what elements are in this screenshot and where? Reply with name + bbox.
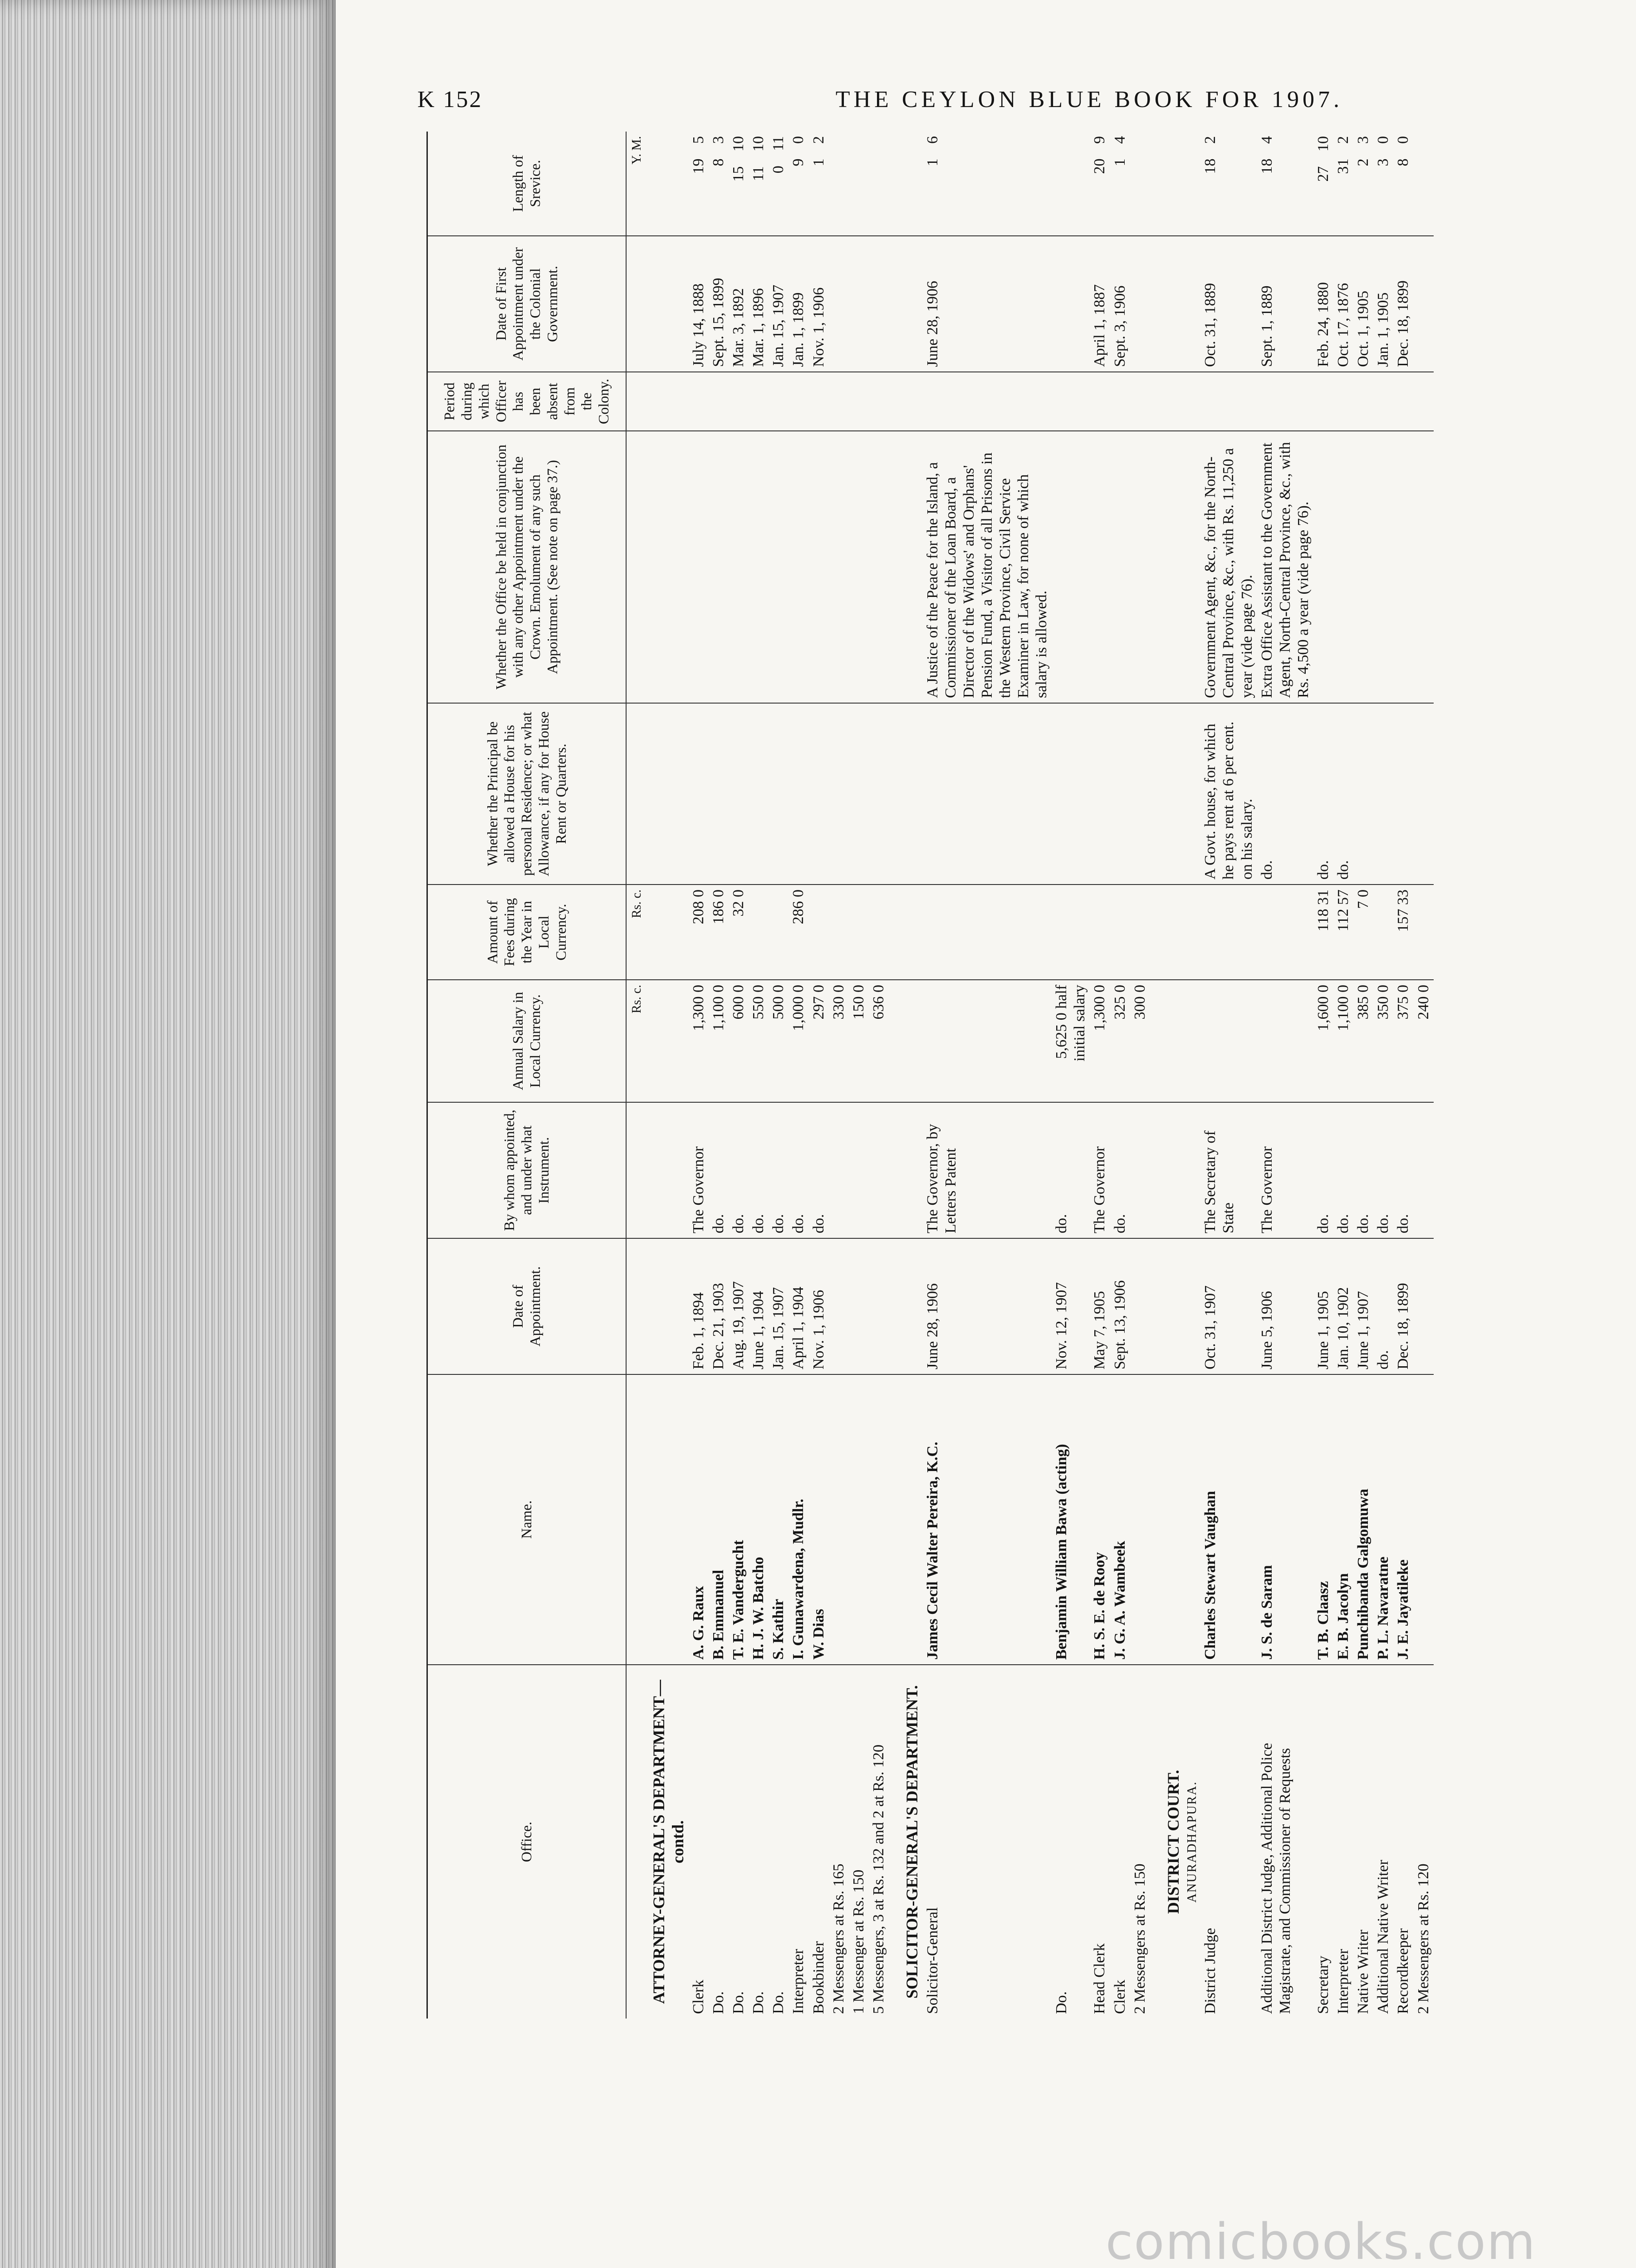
length-cell: 3 0 — [1373, 132, 1393, 236]
col-name: Name. — [428, 1374, 626, 1665]
fees-cell — [769, 885, 789, 980]
length-cell: 18 4 — [1257, 132, 1313, 236]
fees-cell: 286 0 — [789, 885, 808, 980]
name-cell: Benjamin William Bawa (acting) — [1052, 1374, 1090, 1665]
by-whom-cell: do. — [1333, 1102, 1353, 1238]
office-cell: Interpreter — [1335, 1949, 1352, 2014]
table-row — [1373, 132, 1393, 2019]
name-cell: J. G. A. Wambeek — [1110, 1374, 1130, 1665]
date-cell: June 1, 1907 — [1353, 1238, 1373, 1374]
section-anuradhapura: ANURADHAPURA. — [1185, 1781, 1200, 1903]
length-cell: 31 2 — [1333, 132, 1353, 236]
office-cell: 2 Messengers at Rs. 120 — [1415, 1863, 1432, 2014]
by-whom-cell: do. — [1373, 1102, 1393, 1238]
name-cell: I. Gunawardena, Mudlr. — [789, 1374, 808, 1665]
salary-cell: 1,300 0 — [689, 980, 709, 1102]
office-cell: Recordkeeper — [1395, 1928, 1412, 2014]
by-whom-cell: The Governor, by Letters Patent — [923, 1102, 1052, 1238]
first-appointment-cell: Dec. 18, 1899 — [1393, 236, 1413, 372]
office-cell: 2 Messengers at Rs. 150 — [1131, 1863, 1148, 2014]
date-cell: Dec. 18, 1899 — [1393, 1238, 1413, 1374]
length-cell: 1 4 — [1110, 132, 1130, 236]
table-row — [869, 132, 889, 2019]
col-period: Period during which Officer has been absent from the Colony. — [428, 372, 626, 431]
by-whom-cell: do. — [1110, 1102, 1130, 1238]
section-solicitor: SOLICITOR-GENERAL'S DEPARTMENT. — [903, 1685, 921, 1999]
office-cell: 5 Messengers, 3 at Rs. 132 and 2 at Rs. 120 — [870, 1744, 887, 2014]
office-cell: Do. — [710, 1991, 727, 2014]
length-cell: 27 10 — [1313, 132, 1333, 236]
first-appointment-cell: Oct. 1, 1905 — [1353, 236, 1373, 372]
name-cell: W. Dias — [809, 1374, 829, 1665]
unit-salary: Rs. c. — [626, 980, 648, 1102]
house-cell: A Govt. house, for which he pays rent at 6 per cent. on his salary. — [1200, 703, 1257, 885]
emolument-cell: A Justice of the Peace for the Island, a Commissioner of the Loan Board, a Director of the Widows' and Orphans' Pension Fund, a Visitor of all Prisons in the Western Province, Civil Service Examiner in Law, for none of which salary is allowed. — [923, 431, 1052, 703]
fees-cell — [809, 885, 829, 980]
salary-cell: 150 0 — [849, 980, 869, 1102]
by-whom-cell: do. — [809, 1102, 829, 1238]
first-appointment-cell: July 14, 1888 — [689, 236, 709, 372]
salary-cell: 385 0 — [1353, 980, 1373, 1102]
office-cell: Interpreter — [790, 1949, 807, 2014]
house-cell: do. — [1313, 703, 1333, 885]
first-appointment-cell: Nov. 1, 1906 — [809, 236, 829, 372]
col-salary: Annual Salary in Local Currency. — [428, 980, 626, 1102]
name-cell: H. J. W. Batcho — [749, 1374, 769, 1665]
table-row — [829, 132, 849, 2019]
salary-cell: 550 0 — [749, 980, 769, 1102]
length-cell: 11 10 — [749, 132, 769, 236]
salary-cell: 636 0 — [869, 980, 889, 1102]
length-cell: 19 5 — [689, 132, 709, 236]
name-cell: S. Kathir — [769, 1374, 789, 1665]
book-title: THE CEYLON BLUE BOOK FOR 1907. — [835, 87, 1343, 112]
salary-cell: 375 0 — [1393, 980, 1413, 1102]
col-fees: Amount of Fees during the Year in Local Currency. — [428, 885, 626, 980]
salary-cell: 325 0 — [1110, 980, 1130, 1102]
by-whom-cell: do. — [769, 1102, 789, 1238]
date-cell: June 28, 1906 — [923, 1238, 1052, 1374]
section-row — [648, 132, 689, 2019]
salary-cell: 1,100 0 — [1333, 980, 1353, 1102]
salary-cell: 1,000 0 — [789, 980, 808, 1102]
table-row — [729, 132, 749, 2019]
page-header — [417, 86, 1343, 122]
first-appointment-cell: Jan. 1, 1905 — [1373, 236, 1393, 372]
units-row — [626, 132, 648, 2019]
date-cell: Nov. 12, 1907 — [1052, 1238, 1090, 1374]
by-whom-cell: do. — [1393, 1102, 1413, 1238]
date-cell: Nov. 1, 1906 — [809, 1238, 829, 1374]
book-page-edge — [0, 0, 336, 2268]
office-cell: Do. — [730, 1991, 747, 2014]
table-row — [1257, 132, 1313, 2019]
first-appointment-cell: Feb. 24, 1880 — [1313, 236, 1333, 372]
office-cell: Clerk — [690, 1980, 707, 2014]
table-row — [1130, 132, 1150, 2019]
table-row — [769, 132, 789, 2019]
date-cell: June 5, 1906 — [1257, 1238, 1313, 1374]
by-whom-cell: do. — [1052, 1102, 1090, 1238]
length-cell: 2 3 — [1353, 132, 1373, 236]
name-cell: H. S. E. de Rooy — [1090, 1374, 1110, 1665]
col-house: Whether the Principal be allowed a House for his personal Residence; or what Allowance, if any for House Rent or Quarters. — [428, 703, 626, 885]
length-cell: 9 0 — [789, 132, 808, 236]
date-cell: Jan. 10, 1902 — [1333, 1238, 1353, 1374]
office-cell: Additional District Judge, Additional Police Magistrate, and Commissioner of Requests — [1258, 1743, 1293, 2014]
name-cell: T. B. Claasz — [1313, 1374, 1333, 1665]
office-cell: 2 Messengers at Rs. 165 — [830, 1863, 847, 2014]
unit-length: Y. M. — [626, 132, 648, 236]
length-cell: 0 11 — [769, 132, 789, 236]
first-appointment-cell: Oct. 31, 1889 — [1200, 236, 1257, 372]
office-cell: District Judge — [1202, 1928, 1219, 2014]
first-appointment-cell: Sept. 1, 1889 — [1257, 236, 1313, 372]
length-cell: 15 10 — [729, 132, 749, 236]
salary-cell: 300 0 — [1130, 980, 1150, 1102]
by-whom-cell: The Secretary of State — [1200, 1102, 1257, 1238]
date-cell: Aug. 19, 1907 — [729, 1238, 749, 1374]
office-cell: Additional Native Writer — [1375, 1860, 1392, 2014]
length-cell: 1 6 — [923, 132, 1052, 236]
salary-cell: 1,100 0 — [709, 980, 729, 1102]
date-cell: April 1, 1904 — [789, 1238, 808, 1374]
col-date: Date of Appointment. — [428, 1238, 626, 1374]
salary-cell: 1,300 0 — [1090, 980, 1110, 1102]
col-first-appointment: Date of First Appointment under the Colonial Government. — [428, 236, 626, 372]
salary-cell: 1,600 0 — [1313, 980, 1333, 1102]
table-row — [789, 132, 808, 2019]
header-row — [428, 132, 626, 2019]
by-whom-cell: do. — [1353, 1102, 1373, 1238]
first-appointment-cell: Jan. 15, 1907 — [769, 236, 789, 372]
salary-cell: 600 0 — [729, 980, 749, 1102]
length-cell: 8 0 — [1393, 132, 1413, 236]
fees-cell — [1373, 885, 1393, 980]
fees-cell: 32 0 — [729, 885, 749, 980]
table-row — [1090, 132, 1110, 2019]
by-whom-cell: do. — [789, 1102, 808, 1238]
table-row — [1110, 132, 1130, 2019]
first-appointment-cell: Jan. 1, 1899 — [789, 236, 808, 372]
watermark-text: comicbooks.com — [1105, 2213, 1536, 2268]
col-length: Length of Srevice. — [428, 132, 626, 236]
appointments-table — [428, 132, 1434, 2019]
table-row — [1393, 132, 1413, 2019]
name-cell: Charles Stewart Vaughan — [1200, 1374, 1257, 1665]
date-cell: Jan. 15, 1907 — [769, 1238, 789, 1374]
office-cell: Do. — [750, 1991, 767, 2014]
name-cell: J. E. Jayatileke — [1393, 1374, 1413, 1665]
office-cell: 1 Messenger at Rs. 150 — [850, 1869, 867, 2014]
length-cell: 1 2 — [809, 132, 829, 236]
by-whom-cell: The Governor — [689, 1102, 709, 1238]
length-cell: 8 3 — [709, 132, 729, 236]
office-cell: Native Writer — [1355, 1930, 1372, 2014]
salary-cell: 330 0 — [829, 980, 849, 1102]
office-cell: Bookbinder — [810, 1941, 827, 2014]
office-cell: Clerk — [1111, 1980, 1128, 2014]
date-cell: do. — [1373, 1238, 1393, 1374]
table-row — [1313, 132, 1333, 2019]
salary-cell: 350 0 — [1373, 980, 1393, 1102]
name-cell: James Cecil Walter Pereira, K.C. — [923, 1374, 1052, 1665]
fees-cell: 118 31 — [1313, 885, 1333, 980]
col-by-whom: By whom appointed, and under what Instrument. — [428, 1102, 626, 1238]
emolument-cell: Government Agent, &c., for the North-Central Province, &c., with Rs. 11,250 a year (vide page 76). — [1200, 431, 1257, 703]
office-cell: Solicitor-General — [924, 1907, 941, 2014]
table-row — [689, 132, 709, 2019]
first-appointment-cell: Mar. 1, 1896 — [749, 236, 769, 372]
office-cell: Secretary — [1314, 1955, 1332, 2014]
col-emolument: Whether the Office be held in conjunction with any other Appointment under the Crown. Emolument of any such Appointment. (See note on page 37.) — [428, 431, 626, 703]
salary-cell: 297 0 — [809, 980, 829, 1102]
date-cell: June 1, 1904 — [749, 1238, 769, 1374]
date-cell: Dec. 21, 1903 — [709, 1238, 729, 1374]
fees-cell: 7 0 — [1353, 885, 1373, 980]
table-row — [809, 132, 829, 2019]
section-row — [1184, 132, 1200, 2019]
office-cell: Do. — [1053, 1991, 1070, 2014]
table-row — [849, 132, 869, 2019]
first-appointment-cell: Oct. 17, 1876 — [1333, 236, 1353, 372]
date-cell: June 1, 1905 — [1313, 1238, 1333, 1374]
name-cell: Punchibanda Galgomuwa — [1353, 1374, 1373, 1665]
by-whom-cell: The Governor — [1257, 1102, 1313, 1238]
first-appointment-cell: Sept. 15, 1899 — [709, 236, 729, 372]
fees-cell: 186 0 — [709, 885, 729, 980]
page-number: K 152 — [417, 87, 483, 112]
fees-cell: 157 33 — [1393, 885, 1413, 980]
first-appointment-cell: April 1, 1887 — [1090, 236, 1110, 372]
col-office: Office. — [428, 1665, 626, 2019]
length-cell: 20 9 — [1090, 132, 1110, 236]
name-cell: P. L. Navaratne — [1373, 1374, 1393, 1665]
fees-cell: 208 0 — [689, 885, 709, 980]
name-cell: J. S. de Saram — [1257, 1374, 1313, 1665]
section-district-court: DISTRICT COURT. — [1164, 1769, 1182, 1914]
rotated-table-wrapper — [428, 132, 1432, 2019]
name-cell: T. E. Vandergucht — [729, 1374, 749, 1665]
office-cell: Head Clerk — [1091, 1943, 1108, 2014]
section-attorney: ATTORNEY-GENERAL'S DEPARTMENT—contd. — [650, 1680, 687, 2004]
table-row — [1200, 132, 1257, 2019]
name-cell: B. Emmanuel — [709, 1374, 729, 1665]
first-appointment-cell: Mar. 3, 1892 — [729, 236, 749, 372]
office-cell: Do. — [770, 1991, 787, 2014]
table-row — [709, 132, 729, 2019]
table-row — [1333, 132, 1353, 2019]
unit-fees: Rs. c. — [626, 885, 648, 980]
table-row — [923, 132, 1052, 2019]
first-appointment-cell: Sept. 3, 1906 — [1110, 236, 1130, 372]
salary-cell: 5,625 0 half initial salary — [1052, 980, 1090, 1102]
by-whom-cell: do. — [1313, 1102, 1333, 1238]
house-cell: do. — [1333, 703, 1353, 885]
fees-cell — [749, 885, 769, 980]
section-row — [1150, 132, 1184, 2019]
appointments-table-frame — [426, 132, 1432, 2019]
section-row — [889, 132, 922, 2019]
table-row — [1052, 132, 1090, 2019]
name-cell: E. B. Jacolyn — [1333, 1374, 1353, 1665]
by-whom-cell: do. — [749, 1102, 769, 1238]
by-whom-cell: do. — [709, 1102, 729, 1238]
salary-cell: 500 0 — [769, 980, 789, 1102]
by-whom-cell: The Governor — [1090, 1102, 1110, 1238]
length-cell: 18 2 — [1200, 132, 1257, 236]
salary-cell: 240 0 — [1414, 980, 1434, 1102]
first-appointment-cell: June 28, 1906 — [923, 236, 1052, 372]
table-row — [1353, 132, 1373, 2019]
table-row — [1414, 132, 1434, 2019]
date-cell: May 7, 1905 — [1090, 1238, 1110, 1374]
date-cell: Oct. 31, 1907 — [1200, 1238, 1257, 1374]
name-cell: A. G. Raux — [689, 1374, 709, 1665]
house-cell: do. — [1257, 703, 1313, 885]
table-row — [749, 132, 769, 2019]
fees-cell: 112 57 — [1333, 885, 1353, 980]
by-whom-cell: do. — [729, 1102, 749, 1238]
date-cell: Feb. 1, 1894 — [689, 1238, 709, 1374]
emolument-cell: Extra Office Assistant to the Government Agent, North-Central Province, &c., with Rs. 4,500 a year (vide page 76). — [1257, 431, 1313, 703]
date-cell: Sept. 13, 1906 — [1110, 1238, 1130, 1374]
